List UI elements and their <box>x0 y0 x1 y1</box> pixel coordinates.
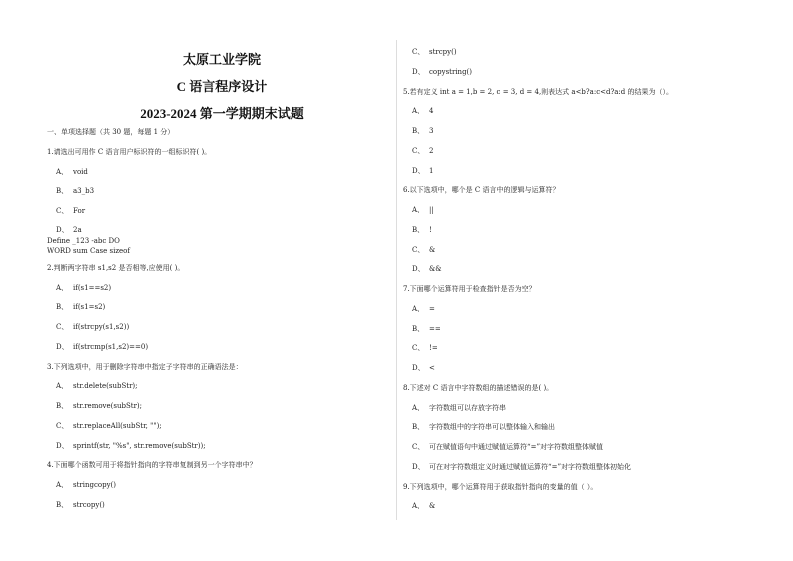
option-letter: B、 <box>412 324 425 333</box>
option-a <box>403 201 763 221</box>
option-letter: C、 <box>412 146 425 155</box>
option-text: 2a <box>73 225 82 234</box>
option-text: stringcopy() <box>73 481 117 489</box>
question-4: 4.下面哪个函数可用于将指针指向的字符串复制到另一个字符串中？ <box>47 461 257 470</box>
option-d <box>403 63 763 83</box>
option-letter: D、 <box>412 364 425 372</box>
option-text: || <box>429 206 434 214</box>
question-5: 5.若有定义 int a = 1,b = 2, c = 3, d = 4,则表达式 a<b?a:c<d?a:d 的结果为（）。 <box>403 87 673 96</box>
option-b <box>403 320 763 340</box>
option-letter: A、 <box>412 502 425 511</box>
option-a <box>47 279 397 299</box>
question-1: 1.请选出可用作 C 语言用户标识符的一组标识符( )。 <box>47 147 212 156</box>
option-letter: D、 <box>412 462 425 471</box>
option-letter: A、 <box>412 206 425 214</box>
section-heading: 一、单项选择题（共 30 题，每题 1 分） <box>47 128 175 136</box>
option-text: 字符数组可以存放字符串 <box>429 403 506 412</box>
left-column <box>47 123 397 516</box>
option-letter: D、 <box>56 441 69 450</box>
option-text: = <box>429 304 435 313</box>
option-text: void <box>73 167 88 176</box>
option-a <box>47 377 397 397</box>
option-b <box>47 397 397 417</box>
option-b <box>47 496 397 516</box>
option-d <box>47 437 397 457</box>
option-a <box>403 102 763 122</box>
question-9: 9.下列选项中，哪个运算符用于获取指针指向的变量的值（ ）。 <box>403 482 598 491</box>
option-letter: D、 <box>56 342 69 351</box>
option-text: 2 <box>429 146 434 155</box>
option-text: == <box>429 324 441 333</box>
option-c <box>403 142 763 162</box>
option-letter: B、 <box>56 303 69 312</box>
question-1-extra: WORD sum Case sizeof <box>47 246 130 255</box>
option-c <box>403 438 763 458</box>
option-c <box>403 43 763 63</box>
option-text: if(strcmp(s1,s2)==0) <box>73 342 149 351</box>
option-text: ! <box>429 225 432 234</box>
option-text: str.remove(subStr); <box>73 402 143 410</box>
option-a <box>47 476 397 496</box>
option-letter: D、 <box>412 265 425 274</box>
option-d <box>403 458 763 478</box>
option-c <box>47 417 397 437</box>
option-text: a3_b3 <box>73 187 95 196</box>
question-7: 7.下面哪个运算符用于检查指针是否为空？ <box>403 285 536 293</box>
option-letter: D、 <box>56 225 69 234</box>
option-text: 可在赋值语句中通过赋值运算符“=”对字符数组整体赋值 <box>429 443 604 451</box>
option-a <box>403 497 763 517</box>
option-c <box>47 318 397 338</box>
option-letter: A、 <box>56 167 69 176</box>
option-text: < <box>429 364 435 372</box>
option-letter: C、 <box>56 207 69 215</box>
option-letter: B、 <box>56 402 69 410</box>
option-text: && <box>429 265 442 274</box>
option-c <box>403 241 763 261</box>
option-letter: A、 <box>56 481 69 489</box>
option-letter: C、 <box>412 344 425 353</box>
school-title: 太原工业学院 <box>182 52 261 67</box>
option-text: if(s1=s2) <box>73 303 106 312</box>
option-text: & <box>429 502 436 511</box>
option-letter: C、 <box>56 421 69 430</box>
option-letter: A、 <box>56 283 69 292</box>
option-text: & <box>429 245 436 254</box>
option-letter: B、 <box>56 187 69 196</box>
option-d <box>47 338 397 358</box>
question-2: 2.判断两字符串 s1,s2 是否相等,应使用( )。 <box>47 263 185 272</box>
option-a <box>403 300 763 320</box>
option-letter: B、 <box>412 225 425 234</box>
option-d <box>403 359 763 379</box>
question-3: 3.下列选项中，用于删除字符串中指定子字符串的正确语法是： <box>47 362 243 371</box>
option-text: if(strcpy(s1,s2)) <box>73 323 130 331</box>
option-d <box>403 260 763 280</box>
option-text: != <box>429 344 438 353</box>
option-text: str.delete(subStr); <box>73 382 138 391</box>
option-text: 1 <box>429 166 434 175</box>
option-letter: A、 <box>412 403 425 412</box>
option-letter: B、 <box>412 423 425 432</box>
option-b <box>47 182 397 202</box>
option-letter: D、 <box>412 67 425 76</box>
question-1-extra: Define _123 -abc DO <box>47 236 120 245</box>
option-c <box>403 339 763 359</box>
option-b <box>403 221 763 241</box>
option-a <box>47 163 397 183</box>
option-text: 4 <box>429 107 434 116</box>
option-text: For <box>73 207 86 215</box>
option-letter: A、 <box>56 382 69 391</box>
option-letter: A、 <box>412 304 425 313</box>
question-8: 8.下述对 C 语言中字符数组的描述错误的是( )。 <box>403 383 554 392</box>
right-column <box>403 43 763 517</box>
option-letter: D、 <box>412 166 425 175</box>
option-text: str.replaceAll(subStr, ""); <box>73 421 162 430</box>
option-text: if(s1==s2) <box>73 283 112 292</box>
option-text: 3 <box>429 127 434 135</box>
option-text: sprintf(str, "%s", str.remove(subStr)); <box>73 441 206 450</box>
option-c <box>47 202 397 222</box>
option-letter: C、 <box>412 443 425 451</box>
option-letter: C、 <box>412 48 425 56</box>
option-letter: B、 <box>56 500 69 509</box>
option-letter: B、 <box>412 127 425 135</box>
option-a <box>403 399 763 419</box>
exam-title: 2023-2024 第一学期期末试题 <box>140 106 304 121</box>
option-text: copystring() <box>429 67 473 76</box>
option-b <box>47 298 397 318</box>
option-letter: A、 <box>412 107 425 116</box>
option-text: strcpy() <box>429 48 457 56</box>
course-title: C 语言程序设计 <box>176 79 268 94</box>
option-letter: C、 <box>412 245 425 254</box>
question-6: 6.以下选项中，哪个是 C 语言中的逻辑与运算符？ <box>403 186 560 195</box>
option-text: strcopy() <box>73 500 105 509</box>
option-b <box>403 418 763 438</box>
option-text: 字符数组中的字符串可以整体输入和输出 <box>429 423 555 432</box>
option-d <box>47 222 397 236</box>
option-text: 可在对字符数组定义时通过赋值运算符“=”对字符数组整体初始化 <box>429 462 632 471</box>
option-letter: C、 <box>56 323 69 331</box>
option-d <box>403 162 763 182</box>
option-b <box>403 122 763 142</box>
